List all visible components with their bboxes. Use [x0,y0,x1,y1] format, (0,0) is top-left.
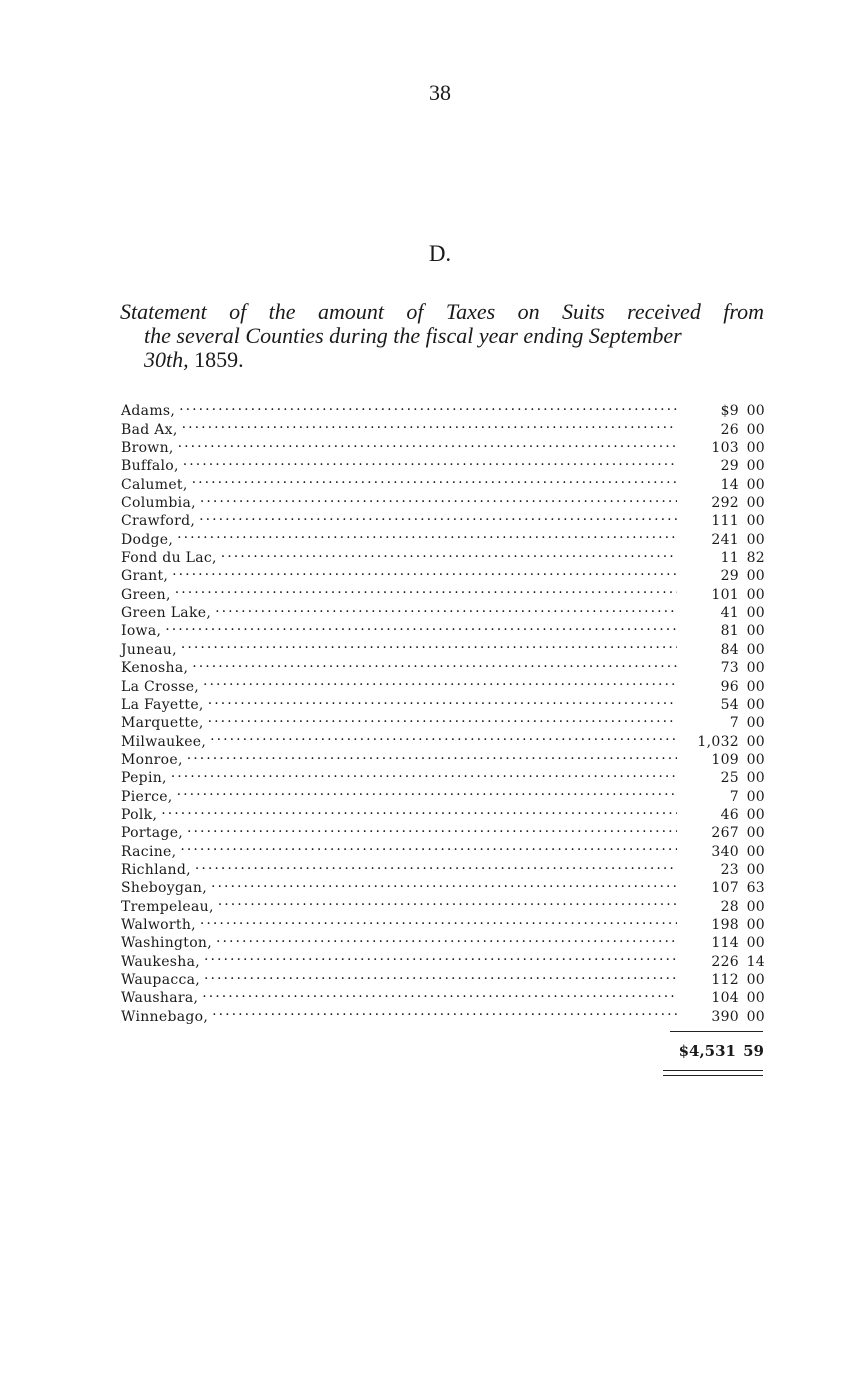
dot-leader [187,746,677,764]
table-row [121,544,765,567]
table-row [121,929,765,952]
table-row [121,580,765,603]
table-row [121,415,765,438]
amount-cents: 00 [746,660,765,677]
amount-dollars: 41 [720,605,739,622]
county-name: Portage, [121,825,184,842]
amount-cents: 00 [746,476,765,493]
table-row [121,599,765,622]
caption-word: amount [317,299,384,324]
amount-dollars: 198 [711,916,739,933]
dot-leader [178,434,677,452]
table-row [121,727,765,750]
dot-leader [192,470,677,488]
county-name: Monroe, [121,751,183,768]
county-name: Crawford, [121,513,196,530]
amount-cents: 00 [746,898,765,915]
amount-cents: 00 [746,733,765,750]
amount-cents: 00 [746,678,765,695]
caption-word: the [268,299,296,324]
table-row [121,434,765,457]
county-name: Marquette, [121,715,204,732]
table-row [121,819,765,842]
amount-dollars: 11 [720,550,739,567]
amount-cents: 00 [746,403,765,420]
county-name: Buffalo, [121,458,179,475]
amount-dollars: 14 [720,476,739,493]
amount-dollars: 96 [720,678,739,695]
amount-cents: 00 [746,751,765,768]
amount-dollars: 29 [720,458,739,475]
amount-cents: 00 [746,641,765,658]
dot-leader [195,856,677,874]
amount-cents: 00 [746,972,765,988]
dot-leader [181,635,677,653]
table-row [121,764,765,787]
county-name: Brown, [121,440,174,457]
amount-dollars: 26 [720,421,739,438]
dot-leader [216,929,677,947]
dot-leader [211,874,677,892]
table-row [121,635,765,658]
amount-cents: 00 [746,531,765,548]
amount-dollars: 29 [720,568,739,585]
amount-dollars: 73 [720,660,739,677]
amount-cents: 00 [746,1008,765,1025]
amount-dollars: 1,032 [697,733,739,750]
amount-dollars: 267 [711,825,739,842]
amount-cents: 00 [746,770,765,787]
table-row [121,525,765,548]
amount-dollars: 28 [720,898,739,915]
county-name: Pierce, [121,788,173,805]
table-row [121,911,765,933]
amount-dollars: 7 [729,788,739,805]
county-name: Pepin, [121,770,167,787]
dot-leader [203,672,677,690]
page-number: 38 [429,80,451,105]
table-row [121,947,765,970]
amount-dollars: 114 [711,935,739,952]
county-name: Columbia, [121,495,196,512]
amount-cents: 00 [746,715,765,732]
table-row [121,801,765,823]
amount-dollars: 81 [720,623,739,640]
dot-leader [180,837,677,855]
dot-leader [175,580,677,598]
county-name: Racine, [121,843,177,860]
table-row [121,489,765,512]
table-caption [120,300,764,372]
caption-word: Statement [120,299,207,324]
dot-leader [171,764,677,782]
dot-leader [179,397,677,415]
county-name: Dodge, [121,531,174,548]
amount-cents: 14 [746,953,765,970]
dot-leader [204,947,677,965]
county-name: Juneau, [121,641,177,658]
amount-cents: 00 [746,458,765,475]
amount-cents: 00 [746,696,765,713]
caption-date: 30th, [144,347,189,372]
county-name: Kenosha, [121,660,189,677]
county-name: Bad Ax, [121,421,178,438]
county-name: Sheboygan, [121,880,207,897]
dot-leader [208,691,677,709]
county-name: Waupacca, [121,972,201,988]
county-name: La Crosse, [121,678,200,695]
dot-leader [215,599,677,617]
dot-leader [210,727,677,745]
amount-dollars: 101 [711,586,739,603]
amount-dollars: 109 [711,751,739,768]
amount-cents: 00 [746,935,765,952]
table-row [121,856,765,878]
amount-cents: 63 [746,880,765,897]
dot-leader [204,966,677,984]
county-name: Trempeleau, [121,898,214,915]
amount-cents: 00 [746,806,765,823]
table-row [121,984,765,1007]
table-row [121,617,765,640]
county-tax-table [121,397,765,1025]
county-name: Adams, [121,403,176,420]
amount-dollars: 7 [729,715,739,732]
amount-cents: 00 [746,605,765,622]
dot-leader [177,525,677,543]
county-name: Calumet, [121,476,188,493]
dot-leader [187,819,677,837]
county-name: Waukesha, [121,953,201,970]
amount-cents: 00 [746,916,765,933]
amount-dollars: 103 [711,440,739,457]
amount-cents: 00 [746,421,765,438]
dot-leader [212,1002,677,1020]
amount-dollars: 111 [711,513,739,530]
caption-word: Suits [561,299,605,324]
caption-word: of [229,299,247,324]
amount-dollars: 292 [711,495,739,512]
amount-dollars: 340 [711,843,739,860]
amount-cents: 00 [746,513,765,530]
amount-dollars: $9 [720,403,739,420]
dot-leader [183,452,677,470]
amount-cents: 00 [746,495,765,512]
table-row [121,746,765,768]
county-name: Iowa, [121,623,162,640]
dot-leader [161,801,677,819]
table-row [121,672,765,695]
amount-dollars: 107 [711,880,739,897]
county-name: Grant, [121,568,169,585]
dot-leader [202,984,677,1002]
caption-word: from [723,299,764,324]
amount-dollars: 112 [711,972,739,988]
caption-word: of [406,299,424,324]
dot-leader [172,562,677,580]
table-row [121,709,765,732]
amount-dollars: 226 [711,953,739,970]
table-row [121,452,765,475]
amount-cents: 00 [746,623,765,640]
amount-dollars: 46 [720,806,739,823]
table-row [121,562,765,585]
dot-leader [177,782,677,800]
caption-year: 1859. [188,347,244,372]
table-row [121,966,765,988]
county-name: Fond du Lac, [121,550,217,567]
total-row [640,1040,764,1062]
county-name: Polk, [121,806,158,823]
county-name: Washington, [121,935,212,952]
county-name: La Fayette, [121,696,204,713]
total-rule [670,1031,763,1032]
table-row [121,837,765,860]
county-name: Richland, [121,861,191,878]
county-name: Waushara, [121,990,199,1007]
amount-cents: 00 [746,825,765,842]
caption-word: received [627,299,701,324]
county-name: Winnebago, [121,1008,209,1025]
dot-leader [208,709,677,727]
total-cents: 59 [743,1042,764,1060]
dot-leader [200,911,677,929]
caption-line-2: the several Counties during the fiscal year ending September [144,323,682,348]
amount-dollars: 104 [711,990,739,1007]
county-name: Milwaukee, [121,733,207,750]
table-row [121,691,765,713]
amount-dollars: 54 [720,696,739,713]
dot-leader [199,507,677,525]
amount-dollars: 25 [720,770,739,787]
amount-cents: 00 [746,440,765,457]
table-row [121,1002,765,1025]
amount-dollars: 23 [720,861,739,878]
dot-leader [182,415,677,433]
table-row [121,782,765,805]
caption-line-3 [120,348,764,372]
amount-cents: 00 [746,990,765,1007]
amount-cents: 00 [746,861,765,878]
table-row [121,470,765,493]
dot-leader [200,489,677,507]
amount-dollars: 241 [711,531,739,548]
dot-leader [192,654,677,672]
caption-word: on [517,299,540,324]
amount-cents: 00 [746,568,765,585]
table-row [121,874,765,897]
amount-cents: 82 [746,550,765,567]
caption-word: Taxes [445,299,496,324]
county-name: Green, [121,586,171,603]
dot-leader [221,544,677,562]
amount-cents: 00 [746,843,765,860]
caption-line-1 [120,300,764,324]
total-double-rule [663,1070,763,1076]
total-dollars: $4,531 [678,1042,736,1060]
dot-leader [165,617,677,635]
county-name: Walworth, [121,916,196,933]
table-row [121,397,765,420]
amount-cents: 00 [746,788,765,805]
amount-cents: 00 [746,586,765,603]
table-row [121,892,765,915]
dot-leader [218,892,677,910]
table-row [121,654,765,677]
amount-dollars: 84 [720,641,739,658]
county-name: Green Lake, [121,605,212,622]
amount-dollars: 390 [711,1008,739,1025]
section-heading: D. [428,241,452,266]
table-row [121,507,765,530]
